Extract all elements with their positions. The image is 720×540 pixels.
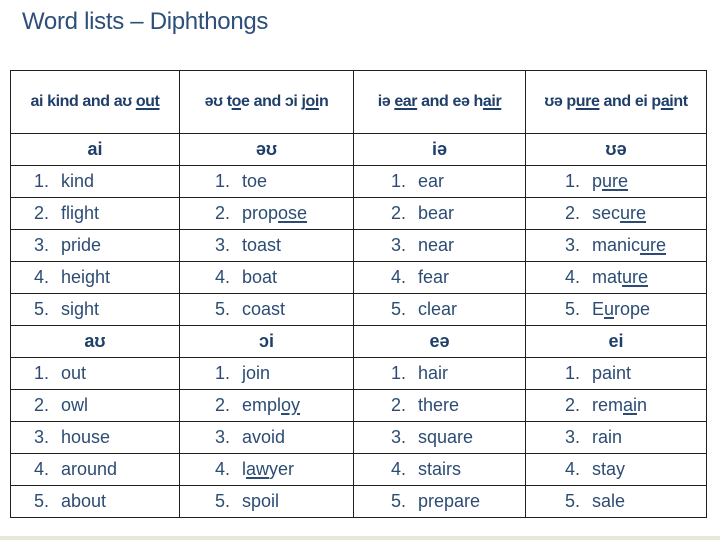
word-text: sec	[592, 203, 621, 223]
list-number: 3.	[564, 235, 580, 255]
list-number: 5.	[564, 299, 580, 319]
word-cell	[180, 358, 354, 390]
list-number: 2.	[33, 203, 49, 223]
word-text: owl	[61, 395, 89, 415]
word-cell	[526, 230, 707, 262]
diphthong-symbol-cell: ai	[11, 134, 180, 166]
word-text: pride	[61, 235, 102, 255]
list-number: 5.	[564, 491, 580, 511]
word-cell	[354, 422, 526, 454]
list-number: 5.	[33, 299, 49, 319]
word-cell	[354, 262, 526, 294]
word-row	[11, 390, 707, 422]
diphthong-word-table	[10, 70, 707, 518]
word-cell	[180, 294, 354, 326]
word-cell	[11, 198, 180, 230]
list-number: 3.	[214, 427, 230, 447]
symbol-row	[11, 326, 707, 358]
diphthong-symbol-cell: ɔi	[180, 326, 354, 358]
word-cell	[354, 390, 526, 422]
word-cell	[180, 166, 354, 198]
word-row	[11, 358, 707, 390]
word-cell	[180, 454, 354, 486]
word-cell	[180, 390, 354, 422]
list-number: 4.	[33, 459, 49, 479]
diphthong-symbol-cell: ei	[526, 326, 707, 358]
list-number: 3.	[390, 235, 406, 255]
word-text: boat	[242, 267, 278, 287]
word-text: sight	[61, 299, 100, 319]
list-number: 2.	[564, 203, 580, 223]
word-text-rest: n	[637, 395, 648, 415]
header-cell-ue-ei: ʊə pure and ei paint	[526, 71, 707, 134]
word-underlined-part: aw	[246, 459, 270, 479]
word-row	[11, 262, 707, 294]
word-text: bear	[418, 203, 455, 223]
header-cell-ou-oi: əʊ toe and ɔi join	[180, 71, 354, 134]
word-underlined-part: ure	[640, 235, 667, 255]
word-cell	[354, 486, 526, 518]
word-text: stay	[592, 459, 626, 479]
word-row	[11, 454, 707, 486]
word-row	[11, 198, 707, 230]
header-cell-ai-au: ai kind and aʊ out	[11, 71, 180, 134]
list-number: 2.	[390, 395, 406, 415]
diphthong-symbol-cell: ʊə	[526, 134, 707, 166]
word-text: square	[418, 427, 474, 447]
word-row	[11, 230, 707, 262]
list-number: 5.	[214, 299, 230, 319]
list-number: 4.	[564, 267, 580, 287]
list-number: 4.	[390, 459, 406, 479]
word-cell	[180, 198, 354, 230]
list-number: 1.	[214, 363, 230, 383]
word-cell	[11, 262, 180, 294]
list-number: 2.	[214, 395, 230, 415]
word-text: toast	[242, 235, 282, 255]
word-cell	[526, 294, 707, 326]
list-number: 4.	[564, 459, 580, 479]
word-text: around	[61, 459, 118, 479]
header-row	[11, 71, 707, 134]
word-text-rest: rope	[614, 299, 651, 319]
word-cell	[11, 486, 180, 518]
word-text: prop	[242, 203, 279, 223]
diphthong-symbol-cell: əʊ	[180, 134, 354, 166]
word-cell	[180, 230, 354, 262]
word-underlined-part: ure	[602, 171, 629, 191]
word-cell	[354, 358, 526, 390]
word-underlined-part: ure	[622, 267, 649, 287]
word-cell	[11, 454, 180, 486]
list-number: 3.	[214, 235, 230, 255]
word-text: flight	[61, 203, 100, 223]
word-row	[11, 422, 707, 454]
list-number: 1.	[564, 171, 580, 191]
word-text: height	[61, 267, 111, 287]
word-text: coast	[242, 299, 286, 319]
word-text: near	[418, 235, 455, 255]
word-cell	[526, 358, 707, 390]
word-underlined-part: ose	[278, 203, 308, 223]
list-number: 2.	[214, 203, 230, 223]
word-text: fear	[418, 267, 450, 287]
symbol-row	[11, 134, 707, 166]
word-text: paint	[592, 363, 632, 383]
word-text: out	[61, 363, 87, 383]
word-text: prepare	[418, 491, 481, 511]
word-cell	[526, 262, 707, 294]
word-text: manic	[592, 235, 641, 255]
list-number: 5.	[214, 491, 230, 511]
word-text-rest: yer	[269, 459, 295, 479]
word-cell	[11, 230, 180, 262]
word-cell	[11, 166, 180, 198]
list-number: 3.	[33, 427, 49, 447]
word-cell	[180, 262, 354, 294]
list-number: 1.	[33, 171, 49, 191]
word-underlined-part: ure	[620, 203, 647, 223]
word-cell	[11, 422, 180, 454]
word-cell	[180, 486, 354, 518]
word-text: p	[592, 171, 603, 191]
word-cell	[354, 454, 526, 486]
word-text: house	[61, 427, 111, 447]
list-number: 3.	[564, 427, 580, 447]
word-cell	[11, 358, 180, 390]
word-text: ear	[418, 171, 445, 191]
word-text: kind	[61, 171, 95, 191]
word-cell	[526, 198, 707, 230]
list-number: 2.	[33, 395, 49, 415]
diphthong-symbol-cell: eə	[354, 326, 526, 358]
word-cell	[526, 422, 707, 454]
list-number: 5.	[390, 491, 406, 511]
diphthong-symbol-cell: iə	[354, 134, 526, 166]
word-cell	[11, 390, 180, 422]
word-underlined-part: ai	[623, 395, 638, 415]
word-cell	[354, 198, 526, 230]
slide-bottom-strip	[0, 536, 720, 540]
word-cell	[526, 390, 707, 422]
list-number: 1.	[33, 363, 49, 383]
word-text: hair	[418, 363, 449, 383]
word-text: about	[61, 491, 107, 511]
diphthong-symbol-cell: aʊ	[11, 326, 180, 358]
word-row	[11, 294, 707, 326]
word-underlined-part: u	[604, 299, 615, 319]
list-number: 3.	[33, 235, 49, 255]
list-number: 4.	[33, 267, 49, 287]
word-text: toe	[242, 171, 268, 191]
list-number: 3.	[390, 427, 406, 447]
list-number: 1.	[390, 363, 406, 383]
header-cell-ie-ea: iə ear and eə hair	[354, 71, 526, 134]
word-text: there	[418, 395, 460, 415]
word-cell	[354, 166, 526, 198]
word-row	[11, 166, 707, 198]
word-text: empl	[242, 395, 282, 415]
list-number: 1.	[564, 363, 580, 383]
list-number: 4.	[214, 459, 230, 479]
word-text: mat	[592, 267, 623, 287]
word-cell	[526, 486, 707, 518]
word-text: rain	[592, 427, 623, 447]
word-text: clear	[418, 299, 458, 319]
list-number: 2.	[390, 203, 406, 223]
word-text: avoid	[242, 427, 286, 447]
word-text: E	[592, 299, 605, 319]
word-row	[11, 486, 707, 518]
list-number: 5.	[33, 491, 49, 511]
page-title: Word lists – Diphthongs	[22, 8, 269, 35]
word-text: sale	[592, 491, 626, 511]
word-cell	[526, 166, 707, 198]
word-text: spoil	[242, 491, 280, 511]
list-number: 1.	[390, 171, 406, 191]
word-text: l	[242, 459, 246, 479]
list-number: 1.	[214, 171, 230, 191]
word-cell	[354, 294, 526, 326]
list-number: 4.	[214, 267, 230, 287]
word-cell	[354, 230, 526, 262]
word-text: rem	[592, 395, 623, 415]
word-underlined-part: oy	[281, 395, 301, 415]
word-cell	[526, 454, 707, 486]
word-cell	[180, 422, 354, 454]
word-text: join	[242, 363, 271, 383]
list-number: 5.	[390, 299, 406, 319]
list-number: 4.	[390, 267, 406, 287]
word-cell	[11, 294, 180, 326]
list-number: 2.	[564, 395, 580, 415]
word-text: stairs	[418, 459, 462, 479]
